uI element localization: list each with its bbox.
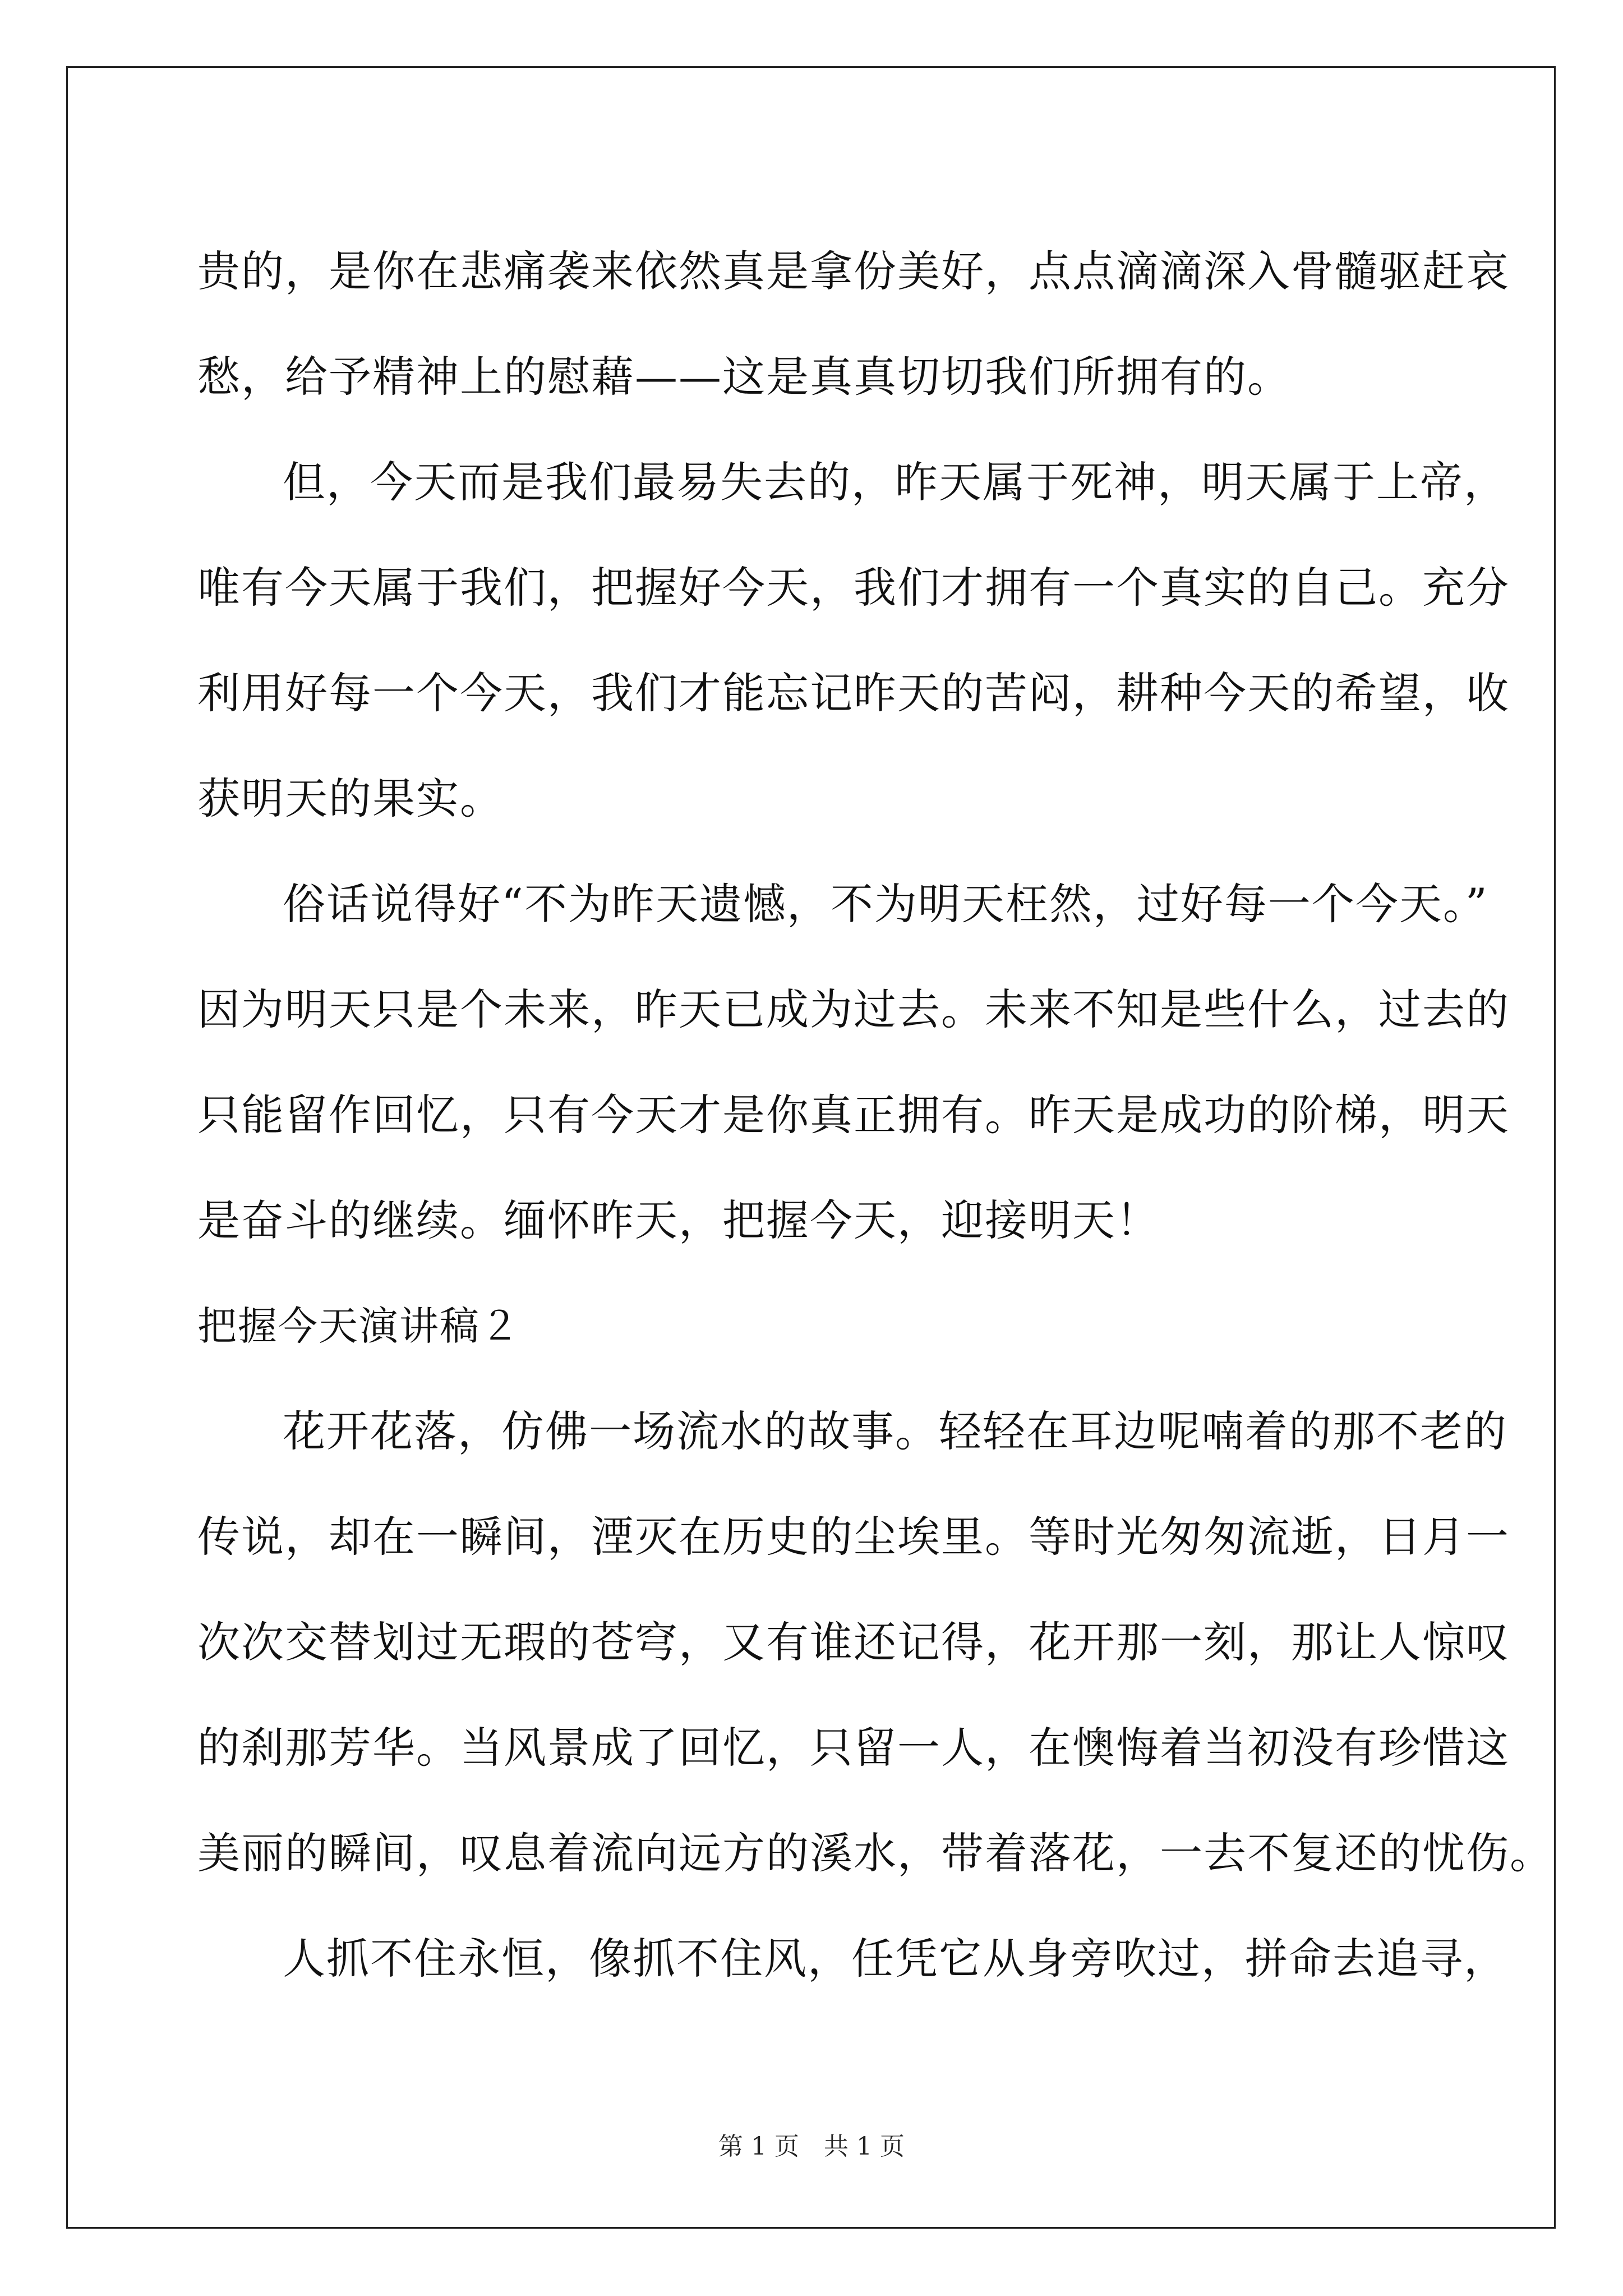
text-line: 花开花落，仿佛一场流水的故事。轻轻在耳边呢喃着的那不老的 <box>283 1406 1507 1456</box>
text-line: 贵的，是你在悲痛袭来依然真是拿份美好，点点滴滴深入骨髓驱赶哀 <box>197 246 1510 296</box>
section-heading: 把握今天演讲稿２ <box>197 1303 520 1349</box>
document-body <box>197 219 1553 2012</box>
text-line: 利用好每一个今天，我们才能忘记昨天的苦闷，耕种今天的希望，收 <box>197 668 1510 718</box>
text-line: 是奋斗的继续。缅怀昨天，把握今天，迎接明天！ <box>197 1195 1160 1245</box>
text-line: 只能留作回忆，只有今天才是你真正拥有。昨天是成功的阶梯，明天 <box>197 1090 1510 1140</box>
text-line: 因为明天只是个未来，昨天已成为过去。未来不知是些什么，过去的 <box>197 984 1510 1034</box>
text-line: 的刹那芳华。当风景成了回忆，只留一人，在懊悔着当初没有珍惜这 <box>197 1723 1510 1773</box>
text-line: 人抓不住永恒，像抓不住风，任凭它从身旁吹过，拼命去追寻， <box>283 1934 1507 1984</box>
text-line: 次次交替划过无瑕的苍穹，又有谁还记得，花开那一刻，那让人惊叹 <box>197 1617 1510 1667</box>
text-line: 传说，却在一瞬间，湮灭在历史的尘埃里。等时光匆匆流逝，日月一 <box>197 1512 1510 1562</box>
text-line: 愁，给予精神上的慰藉——这是真真切切我们所拥有的。 <box>197 352 1291 402</box>
text-line: 唯有今天属于我们，把握好今天，我们才拥有一个真实的自己。充分 <box>197 563 1510 613</box>
page-footer: 第 1 页 共 1 页 <box>718 2132 905 2161</box>
text-line: 俗话说得好“不为昨天遗憾，不为明天枉然，过好每一个今天。” <box>283 879 1488 929</box>
text-line: 但，今天而是我们最易失去的，昨天属于死神，明天属于上帝， <box>283 457 1507 507</box>
text-line: 获明天的果实。 <box>197 774 504 823</box>
text-line: 美丽的瞬间，叹息着流向远方的溪水，带着落花，一去不复还的忧伤。 <box>197 1828 1553 1878</box>
